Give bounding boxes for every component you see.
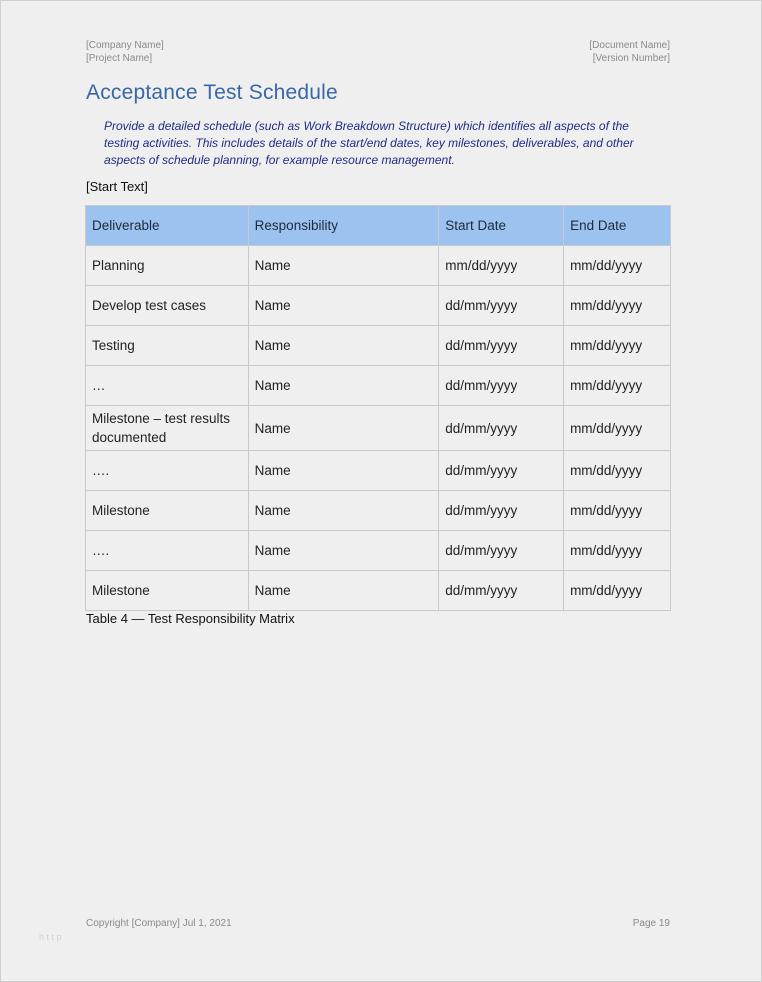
- cell-start-date: mm/dd/yyyy: [439, 246, 564, 286]
- cell-responsibility: Name: [248, 531, 439, 571]
- start-text-placeholder: [Start Text]: [86, 179, 148, 194]
- column-header-end-date: End Date: [564, 206, 671, 246]
- cell-responsibility: Name: [248, 246, 439, 286]
- cell-responsibility: Name: [248, 451, 439, 491]
- cell-responsibility: Name: [248, 326, 439, 366]
- cell-end-date: mm/dd/yyyy: [564, 451, 671, 491]
- cell-deliverable: Milestone: [86, 571, 249, 611]
- cell-start-date: dd/mm/yyyy: [439, 531, 564, 571]
- cell-start-date: dd/mm/yyyy: [439, 406, 564, 451]
- table-row: [86, 451, 671, 491]
- watermark-text: h t t p: [39, 932, 62, 942]
- footer-page-number: Page 19: [632, 918, 670, 929]
- column-header-responsibility: Responsibility: [248, 206, 439, 246]
- cell-responsibility: Name: [248, 366, 439, 406]
- footer-copyright: Copyright [Company] Jul 1, 2021: [86, 918, 232, 929]
- table-row: [86, 246, 671, 286]
- cell-start-date: dd/mm/yyyy: [439, 366, 564, 406]
- cell-start-date: dd/mm/yyyy: [439, 491, 564, 531]
- cell-responsibility: Name: [248, 571, 439, 611]
- cell-end-date: mm/dd/yyyy: [564, 406, 671, 451]
- table-row: [86, 406, 671, 451]
- cell-responsibility: Name: [248, 406, 439, 451]
- cell-start-date: dd/mm/yyyy: [439, 451, 564, 491]
- cell-end-date: mm/dd/yyyy: [564, 326, 671, 366]
- cell-end-date: mm/dd/yyyy: [564, 491, 671, 531]
- cell-start-date: dd/mm/yyyy: [439, 571, 564, 611]
- cell-end-date: mm/dd/yyyy: [564, 366, 671, 406]
- project-name: [Project Name]: [86, 53, 153, 64]
- cell-deliverable: ….: [86, 451, 249, 491]
- test-responsibility-matrix: [85, 205, 671, 611]
- cell-deliverable: Testing: [86, 326, 249, 366]
- cell-end-date: mm/dd/yyyy: [564, 286, 671, 326]
- header-right: [589, 39, 670, 65]
- table-row: [86, 286, 671, 326]
- cell-deliverable: ….: [86, 531, 249, 571]
- column-header-deliverable: Deliverable: [86, 206, 249, 246]
- cell-responsibility: Name: [248, 491, 439, 531]
- cell-deliverable: …: [86, 366, 249, 406]
- instruction-text: Provide a detailed schedule (such as Work Breakdown Structure) which identifies all aspects of the testing activities. This includes details of the start/end dates, key milestones, deliverables, and other aspects of schedule planning, for example resource management.: [104, 119, 634, 167]
- cell-responsibility: Name: [248, 286, 439, 326]
- table-caption: Table 4 — Test Responsibility Matrix: [86, 611, 295, 626]
- cell-start-date: dd/mm/yyyy: [439, 286, 564, 326]
- page-title: Acceptance Test Schedule: [86, 81, 338, 104]
- cell-deliverable: Milestone: [86, 491, 249, 531]
- table-row: [86, 491, 671, 531]
- cell-end-date: mm/dd/yyyy: [564, 531, 671, 571]
- table-row: [86, 571, 671, 611]
- company-name: [Company Name]: [86, 40, 164, 51]
- table-row: [86, 326, 671, 366]
- table-row: [86, 531, 671, 571]
- header-left: [86, 39, 164, 65]
- cell-deliverable: Planning: [86, 246, 249, 286]
- cell-end-date: mm/dd/yyyy: [564, 246, 671, 286]
- document-name: [Document Name]: [589, 40, 670, 51]
- cell-deliverable: Milestone – test results documented: [86, 406, 249, 451]
- table-header-row: [86, 206, 671, 246]
- column-header-start-date: Start Date: [439, 206, 564, 246]
- cell-start-date: dd/mm/yyyy: [439, 326, 564, 366]
- table-row: [86, 366, 671, 406]
- version-number: [Version Number]: [592, 53, 670, 64]
- cell-end-date: mm/dd/yyyy: [564, 571, 671, 611]
- cell-deliverable: Develop test cases: [86, 286, 249, 326]
